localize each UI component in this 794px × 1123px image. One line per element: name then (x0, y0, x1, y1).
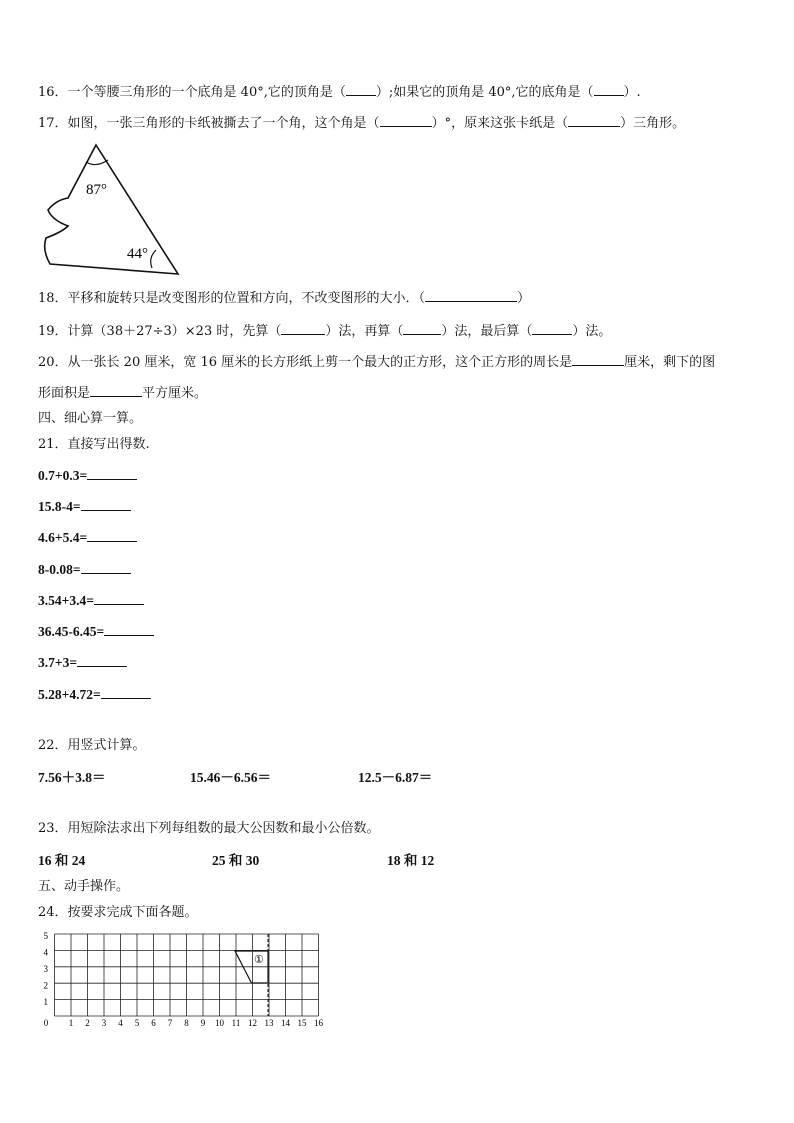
x-tick-label: 14 (281, 1018, 290, 1028)
x-tick-label: 2 (85, 1018, 90, 1028)
q18-number: 18． (38, 291, 68, 306)
question-20-line-2 (38, 384, 207, 403)
q16-text-a: 一个等腰三角形的一个底角是 40°,它的顶角是（ (67, 85, 346, 100)
x-tick-label: 7 (167, 1018, 173, 1028)
q21-item (38, 623, 154, 641)
q23-item: 18 和 12 (387, 853, 435, 868)
q21-expression: 36.45-6.45= (38, 624, 105, 639)
q21-expression: 3.54+3.4= (38, 593, 94, 608)
y-tick-label: 1 (43, 997, 48, 1007)
q17-text-a: 如图，一张三角形的卡纸被撕去了一个角，这个角是（ (67, 116, 380, 131)
q21-answer-blank[interactable] (77, 654, 127, 667)
q21-title: 21．直接写出得数. (38, 437, 150, 452)
q19-text-d: ）法。 (572, 324, 612, 339)
x-tick-label: 15 (297, 1018, 307, 1028)
q19-text-b: ）法，再算（ (325, 324, 404, 339)
question-20-line-1 (38, 353, 715, 372)
y-tick-label: 5 (43, 931, 48, 941)
q21-expression: 5.28+4.72= (38, 687, 101, 702)
x-tick-label: 11 (231, 1018, 241, 1028)
q21-answer-blank[interactable] (87, 529, 137, 542)
grid-lines (55, 934, 319, 1016)
x-tick-label: 5 (134, 1018, 140, 1028)
q23-item: 25 和 30 (212, 853, 260, 868)
q23-title: 23．用短除法求出下列每组数的最大公因数和最小公倍数。 (38, 821, 380, 836)
angle-label-44: 44° (127, 246, 148, 262)
grid-figure (36, 928, 336, 1033)
q21-item (38, 654, 127, 672)
x-tick-label: 16 (314, 1018, 323, 1028)
x-tick-label: 10 (215, 1018, 224, 1028)
question-18 (38, 289, 530, 308)
q16-text-b: ）;如果它的顶角是 40°,它的底角是（ (375, 85, 594, 100)
x-tick-label: 4 (118, 1018, 123, 1028)
y-axis-labels (44, 931, 49, 1007)
q16-text-c: ）. (623, 85, 641, 100)
q19-number: 19． (38, 324, 68, 339)
q17-blank-2[interactable] (568, 114, 620, 127)
x-axis-labels (44, 1018, 324, 1028)
triangle-outline (45, 145, 178, 274)
torn-triangle-figure (38, 140, 188, 280)
q18-text-c: ） (517, 291, 531, 306)
q21-item (38, 498, 131, 516)
question-16 (38, 83, 641, 102)
q21-item (38, 529, 137, 547)
q21-item (38, 467, 137, 485)
q22-item: 12.5－6.87＝ (358, 770, 433, 785)
q21-answer-blank[interactable] (81, 561, 131, 574)
top-angle-arc (86, 160, 108, 165)
q23-item: 16 和 24 (38, 853, 86, 868)
q19-blank-2[interactable] (403, 322, 441, 335)
q22-item: 15.46－6.56＝ (190, 770, 271, 785)
x-tick-label: 13 (264, 1018, 274, 1028)
q20-text-line1: 从一张长 20 厘米，宽 16 厘米的长方形纸上剪一个最大的正方形，这个正方形的周长是 (67, 355, 573, 370)
q21-expression: 0.7+0.3= (38, 468, 88, 483)
q17-number: 17． (38, 116, 68, 131)
x-tick-label: 12 (248, 1018, 257, 1028)
x-tick-label: 1 (68, 1018, 74, 1028)
bottom-angle-arc (151, 250, 156, 268)
question-17 (38, 114, 685, 133)
q20-number: 20． (38, 355, 68, 370)
q18-text-a: 平移和旋转只是改变图形的位置和方向，不改变图形的大小．（ (67, 291, 426, 306)
x-tick-label: 6 (151, 1018, 156, 1028)
q20-blank-2[interactable] (90, 384, 142, 397)
x-tick-label: 8 (184, 1018, 189, 1028)
q21-item (38, 592, 144, 610)
q20-text-line2b: 平方厘米。 (142, 386, 208, 401)
q19-blank-3[interactable] (532, 322, 572, 335)
q21-expression: 4.6+5.4= (38, 530, 88, 545)
x-tick-label: 3 (101, 1018, 107, 1028)
q21-answer-blank[interactable] (101, 686, 151, 699)
q22-item: 7.56＋3.8＝ (38, 770, 106, 785)
section-5-heading: 五、动手操作。 (38, 879, 130, 894)
q22-title: 22．用竖式计算。 (38, 738, 146, 753)
q16-blank-1[interactable] (346, 83, 376, 96)
q20-text-line1b: 厘米，剩下的图 (624, 355, 716, 370)
q21-expression: 8-0.08= (38, 562, 81, 577)
y-tick-label: 3 (43, 964, 48, 974)
section-4-heading: 四、细心算一算。 (38, 411, 143, 426)
q19-text-a: 计算（38＋27÷3）×23 时，先算（ (67, 324, 282, 339)
q16-number: 16． (38, 85, 68, 100)
q17-blank-1[interactable] (380, 114, 432, 127)
y-tick-label: 2 (43, 980, 48, 991)
angle-label-87: 87° (86, 182, 107, 198)
q17-text-b: ）°，原来这张卡纸是（ (431, 116, 569, 131)
y-tick-label: 4 (43, 947, 48, 958)
q21-item (38, 686, 151, 704)
q21-expression: 3.7+3= (38, 655, 78, 670)
question-19 (38, 322, 611, 341)
shape-label: ① (254, 954, 264, 966)
q20-blank-1[interactable] (572, 353, 624, 366)
q18-blank[interactable] (425, 289, 517, 302)
q21-answer-blank[interactable] (87, 467, 137, 480)
q21-answer-blank[interactable] (81, 498, 131, 511)
q17-text-c: ）三角形。 (620, 116, 686, 131)
q24-title: 24．按要求完成下面各题。 (38, 905, 198, 920)
q19-blank-1[interactable] (281, 322, 325, 335)
q21-answer-blank[interactable] (104, 623, 154, 636)
q16-blank-2[interactable] (594, 83, 624, 96)
q21-expression: 15.8-4= (38, 499, 81, 514)
q21-answer-blank[interactable] (94, 592, 144, 605)
q21-item (38, 561, 131, 579)
x-tick-label: 9 (200, 1018, 206, 1028)
q19-text-c: ）法，最后算（ (441, 324, 533, 339)
q20-text-line2a: 形面积是 (38, 386, 91, 401)
x-tick-label: 0 (43, 1018, 49, 1028)
